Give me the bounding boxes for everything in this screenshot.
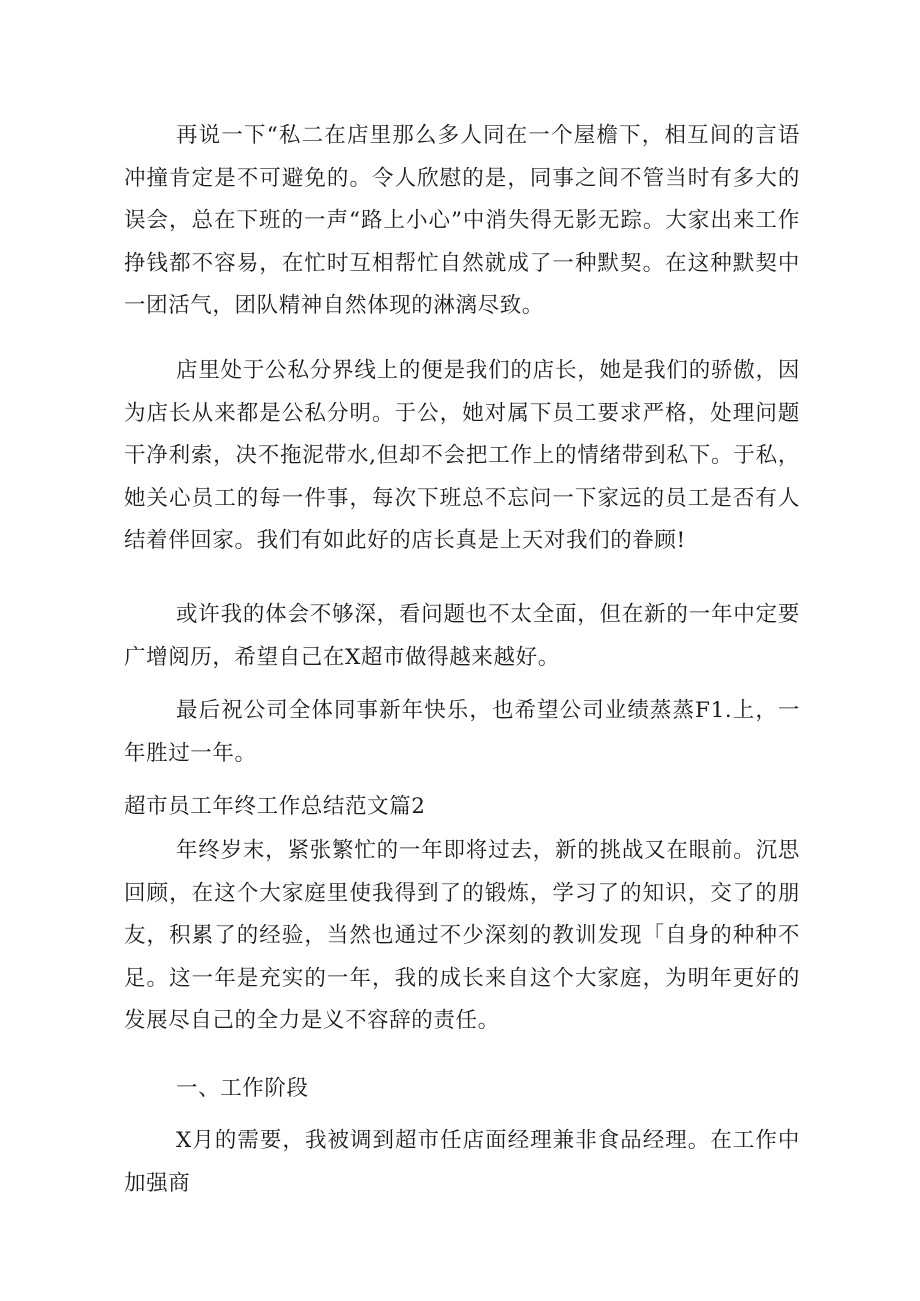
section-title: 超市员工年终工作总结范文篇2 (124, 794, 426, 819)
subsection-title: 一、工作阶段 (176, 1076, 309, 1101)
paragraph-store-manager: 店里处于公私分界线上的便是我们的店长，她是我们的骄傲，因为店长从来都是公私分明。于公，她对属下员工要求严格，处理问题干净利索，决不拖泥带水,但却不会把工作上的情绪带到私下。于私，她关心员工的每一件事，每次下班总不忘问一下家远的员工是否有人结着伴回家。我们有如此好的店长真是上天对我们的眷顾! (124, 358, 800, 554)
paragraph-colleague-harmony: 再说一下“私二在店里那么多人同在一个屋檐下，相互间的言语冲撞肯定是不可避免的。令人欣慰的是，同事之间不管当时有多大的误会，总在下班的一声“路上小心”中消失得无影无踪。大家出来工作挣钱都不容易，在忙时互相帮忙自然就成了一种默契。在这种默契中一团活气，团队精神自然体现的淋漓尽致。 (124, 123, 800, 319)
paragraph-reflection: 或许我的体会不够深，看问题也不太全面，但在新的一年中定要广增阅历，希望自己在X超市做得越来越好。 (124, 602, 800, 670)
paragraph-work-stage: X月的需要，我被调到超市任店面经理兼非食品经理。在工作中加强商 (124, 1128, 800, 1196)
paragraph-new-year-wishes: 最后祝公司全体同事新年快乐，也希望公司业绩蒸蒸F1.上，一年胜过一年。 (124, 698, 800, 766)
paragraph-year-end-review: 年终岁末，紧张繁忙的一年即将过去，新的挑战又在眼前。沉思回顾，在这个大家庭里使我得到了的锻炼，学习了的知识，交了的朋友，积累了的经验，当然也通过不少深刻的教训发现「自身的种种不足。这一年是充实的一年，我的成长来自这个大家庭，为明年更好的发展尽自己的全力是义不容辞的责任。 (124, 838, 800, 1034)
